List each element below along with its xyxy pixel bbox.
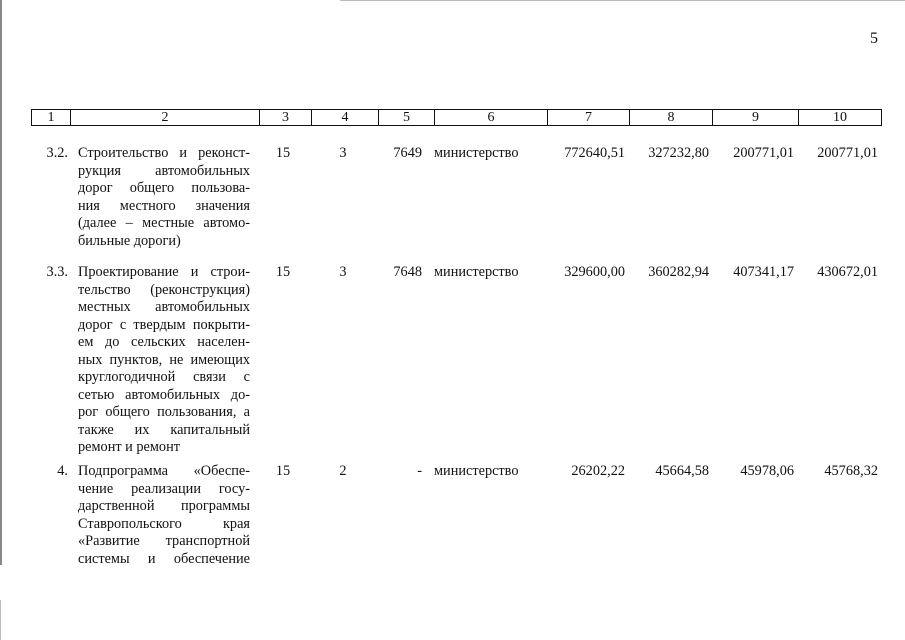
row-number: 4.	[57, 463, 68, 479]
description-line: сетью автомобильных до-	[78, 386, 250, 403]
header-cell: 8	[629, 110, 712, 125]
header-cell: 5	[378, 110, 434, 125]
description-line: Подпрограмма «Обеспе-	[78, 463, 250, 479]
header-cell: 2	[70, 110, 259, 125]
description-line: (далее – местные автомо-	[78, 215, 250, 231]
cell-col7: 26202,22	[571, 463, 625, 479]
description-line: бильные дороги)	[78, 232, 181, 249]
cell-col5: 7649	[393, 145, 422, 161]
description-line: рукция автомобильных	[78, 162, 250, 179]
row-description	[78, 145, 250, 250]
header-cell: 3	[259, 110, 311, 125]
scan-edge-line	[0, 600, 1, 640]
cell-col10: 45768,32	[824, 463, 878, 479]
row-description	[78, 463, 250, 568]
header-cell: 6	[434, 110, 547, 125]
cell-col8: 360282,94	[648, 264, 709, 280]
cell-col9: 45978,06	[740, 463, 794, 479]
description-line: также их капитальный	[78, 421, 250, 438]
description-line: Ставропольского края	[78, 515, 250, 532]
description-line: «Развитие транспортной	[78, 533, 250, 549]
row-number: 3.2.	[46, 145, 68, 161]
scan-edge-line	[0, 0, 2, 565]
header-cell: 9	[712, 110, 798, 125]
cell-col4: 2	[339, 463, 347, 479]
row-number: 3.3.	[46, 264, 68, 280]
description-line: ных пунктов, не имеющих	[78, 351, 250, 368]
description-line: ем до сельских населен-	[78, 334, 250, 350]
cell-col3: 15	[275, 145, 291, 161]
description-line: чение реализации госу-	[78, 480, 250, 497]
scan-edge-line	[340, 0, 905, 1]
cell-col7: 772640,51	[564, 145, 625, 161]
cell-col4: 3	[339, 264, 347, 280]
cell-col6: министерство	[434, 145, 519, 161]
cell-col7: 329600,00	[564, 264, 625, 280]
description-line: дорог общего пользова-	[78, 180, 250, 196]
header-cell: 10	[798, 110, 881, 125]
row-description	[78, 264, 250, 457]
table-header	[31, 109, 882, 126]
cell-col5: 7648	[393, 264, 422, 280]
description-line: ния местного значения	[78, 197, 250, 214]
cell-col8: 45664,58	[655, 463, 709, 479]
description-line: Строительство и реконст-	[78, 145, 250, 161]
description-line: дорог с твердым покрыти-	[78, 316, 250, 333]
cell-col3: 15	[275, 463, 291, 479]
description-line: системы и обеспечение	[78, 550, 250, 567]
description-line: Проектирование и строи-	[78, 264, 250, 280]
cell-col4: 3	[339, 145, 347, 161]
cell-col3: 15	[275, 264, 291, 280]
description-line: тельство (реконструкция)	[78, 281, 250, 298]
cell-col8: 327232,80	[648, 145, 709, 161]
description-line: рог общего пользования, а	[78, 404, 250, 420]
description-line: ремонт и ремонт	[78, 439, 180, 455]
cell-col5: -	[417, 463, 422, 479]
header-cell: 7	[547, 110, 629, 125]
description-line: местных автомобильных	[78, 299, 250, 315]
page-number: 5	[870, 30, 878, 47]
cell-col10: 430672,01	[817, 264, 878, 280]
cell-col9: 407341,17	[733, 264, 794, 280]
description-line: дарственной программы	[78, 498, 250, 514]
cell-col10: 200771,01	[817, 145, 878, 161]
cell-col6: министерство	[434, 264, 519, 280]
header-cell: 1	[47, 110, 55, 125]
cell-col9: 200771,01	[733, 145, 794, 161]
cell-col6: министерство	[434, 463, 519, 479]
header-cell: 4	[311, 110, 378, 125]
description-line: круглогодичной связи с	[78, 369, 250, 385]
